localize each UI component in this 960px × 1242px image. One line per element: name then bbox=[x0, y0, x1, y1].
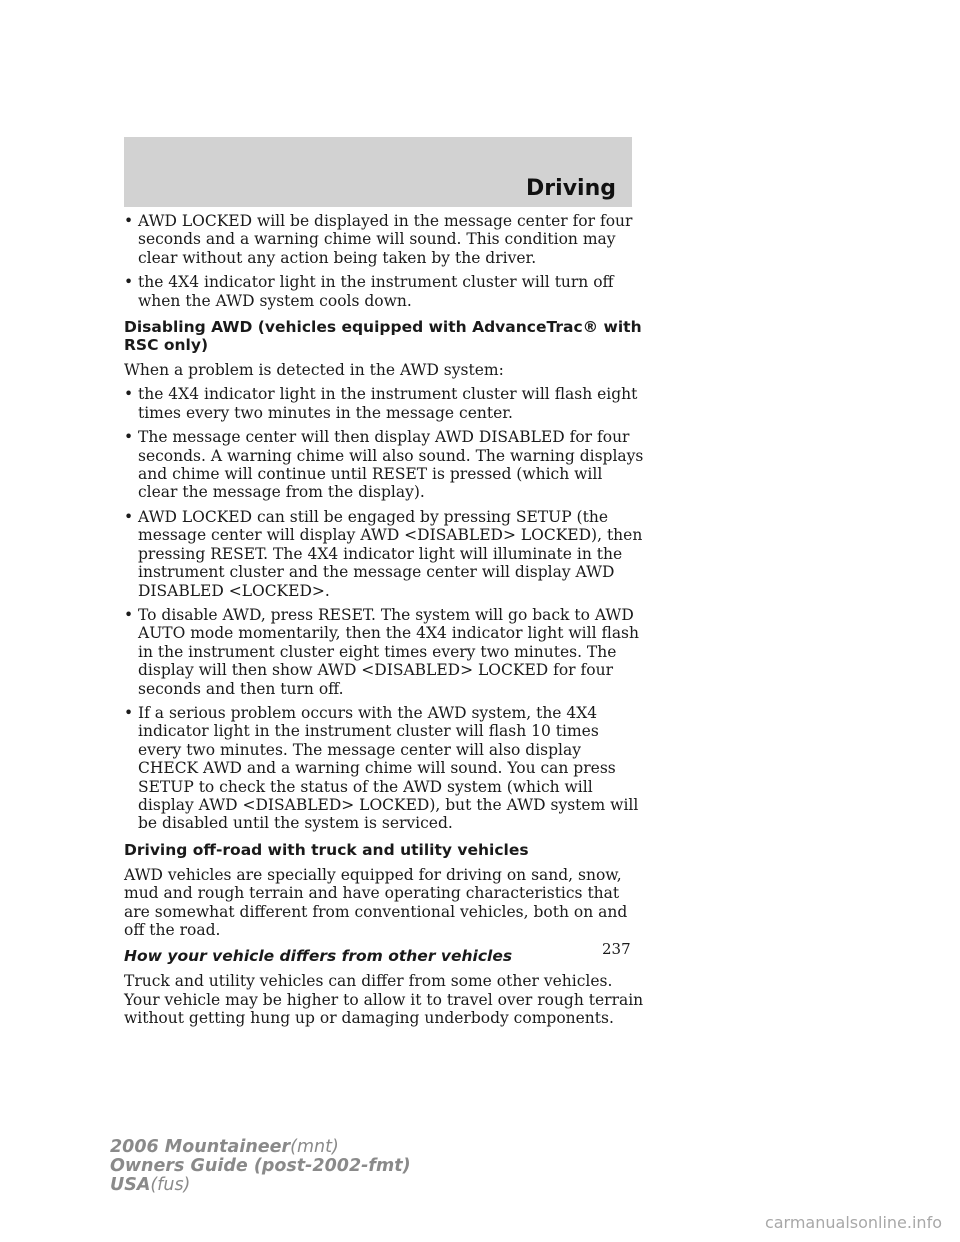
paragraph: AWD vehicles are specially equipped for driving on sand, snow, mud and rough terrain and have operating characteristics that are somewhat different from conventional vehicles, both on and off the road. bbox=[124, 865, 628, 939]
list-item bbox=[124, 212, 644, 267]
list-item bbox=[124, 704, 644, 833]
footer-market: USA bbox=[110, 1175, 151, 1195]
bullet-icon: • bbox=[124, 273, 134, 292]
footer-guide: Owners Guide (post-2002-fmt) bbox=[110, 1156, 411, 1176]
list-item-text: AWD LOCKED can still be engaged by pressing SETUP (the message center will display AWD <DISABLED> LOCKED), then pressing RESET. The 4X4 indicator light will illuminate in the instrument cluster and the message center will display AWD DISABLED <LOCKED>. bbox=[138, 507, 643, 600]
list-item-text: If a serious problem occurs with the AWD system, the 4X4 indicator light in the instrument cluster will flash 10 times every two minutes. The message center will also display CHECK AWD and a warning chime will sound. You can press SETUP to check the status of the AWD system (which will display AWD <DISABLED> LOCKED), but the AWD system will be disabled until the system is serviced. bbox=[138, 703, 639, 833]
bullet-icon: • bbox=[124, 428, 134, 447]
footer-line bbox=[110, 1157, 411, 1176]
list-item-text: To disable AWD, press RESET. The system will go back to AWD AUTO mode momentarily, then the 4X4 indicator light will flash in the instrument cluster eight times every two minutes. The display will then show AWD <DISABLED> LOCKED for four seconds and then turn off. bbox=[138, 605, 639, 698]
section-header-band bbox=[124, 137, 632, 207]
footer-line bbox=[110, 1138, 411, 1157]
list-item bbox=[124, 606, 644, 698]
document-footer bbox=[110, 1138, 411, 1195]
page-content bbox=[124, 212, 644, 1034]
list-item bbox=[124, 385, 644, 422]
footer-market-code: (fus) bbox=[150, 1175, 191, 1195]
bullet-icon: • bbox=[124, 507, 134, 526]
paragraph: Truck and utility vehicles can differ from some other vehicles. Your vehicle may be higher to allow it to travel over rough terrain without getting hung up or damaging underbody components. bbox=[124, 972, 644, 1028]
list-item-text: the 4X4 indicator light in the instrument cluster will turn off when the AWD system cools down. bbox=[138, 273, 614, 310]
list-item bbox=[124, 428, 644, 502]
footer-model: 2006 Mountaineer bbox=[110, 1137, 291, 1157]
footer-line bbox=[110, 1176, 411, 1195]
list-item-text: The message center will then display AWD DISABLED for four seconds. A warning chime will also sound. The warning displays and chime will continue until RESET is pressed (which will clear the message from the display). bbox=[138, 428, 644, 502]
page-number: 237 bbox=[602, 940, 631, 958]
bullet-icon: • bbox=[124, 703, 134, 722]
subsection-heading: How your vehicle differs from other vehicles bbox=[124, 947, 513, 966]
section-title: Driving bbox=[526, 176, 616, 201]
section-heading: Disabling AWD (vehicles equipped with AdvanceTrac® with RSC only) bbox=[124, 318, 642, 355]
list-item bbox=[124, 508, 644, 600]
bullet-icon: • bbox=[124, 605, 134, 624]
list-item-text: AWD LOCKED will be displayed in the message center for four seconds and a warning chime will sound. This condition may clear without any action being taken by the driver. bbox=[138, 212, 633, 267]
section-heading: Driving off-road with truck and utility vehicles bbox=[124, 840, 529, 859]
bullet-icon: • bbox=[124, 385, 134, 404]
list-item bbox=[124, 273, 644, 310]
bullet-icon: • bbox=[124, 212, 134, 230]
footer-model-code: (mnt) bbox=[290, 1137, 339, 1157]
list-item-text: the 4X4 indicator light in the instrument cluster will flash eight times every two minutes in the message center. bbox=[138, 385, 638, 422]
paragraph: When a problem is detected in the AWD system: bbox=[124, 361, 504, 380]
site-watermark: carmanualsonline.info bbox=[764, 1213, 942, 1232]
